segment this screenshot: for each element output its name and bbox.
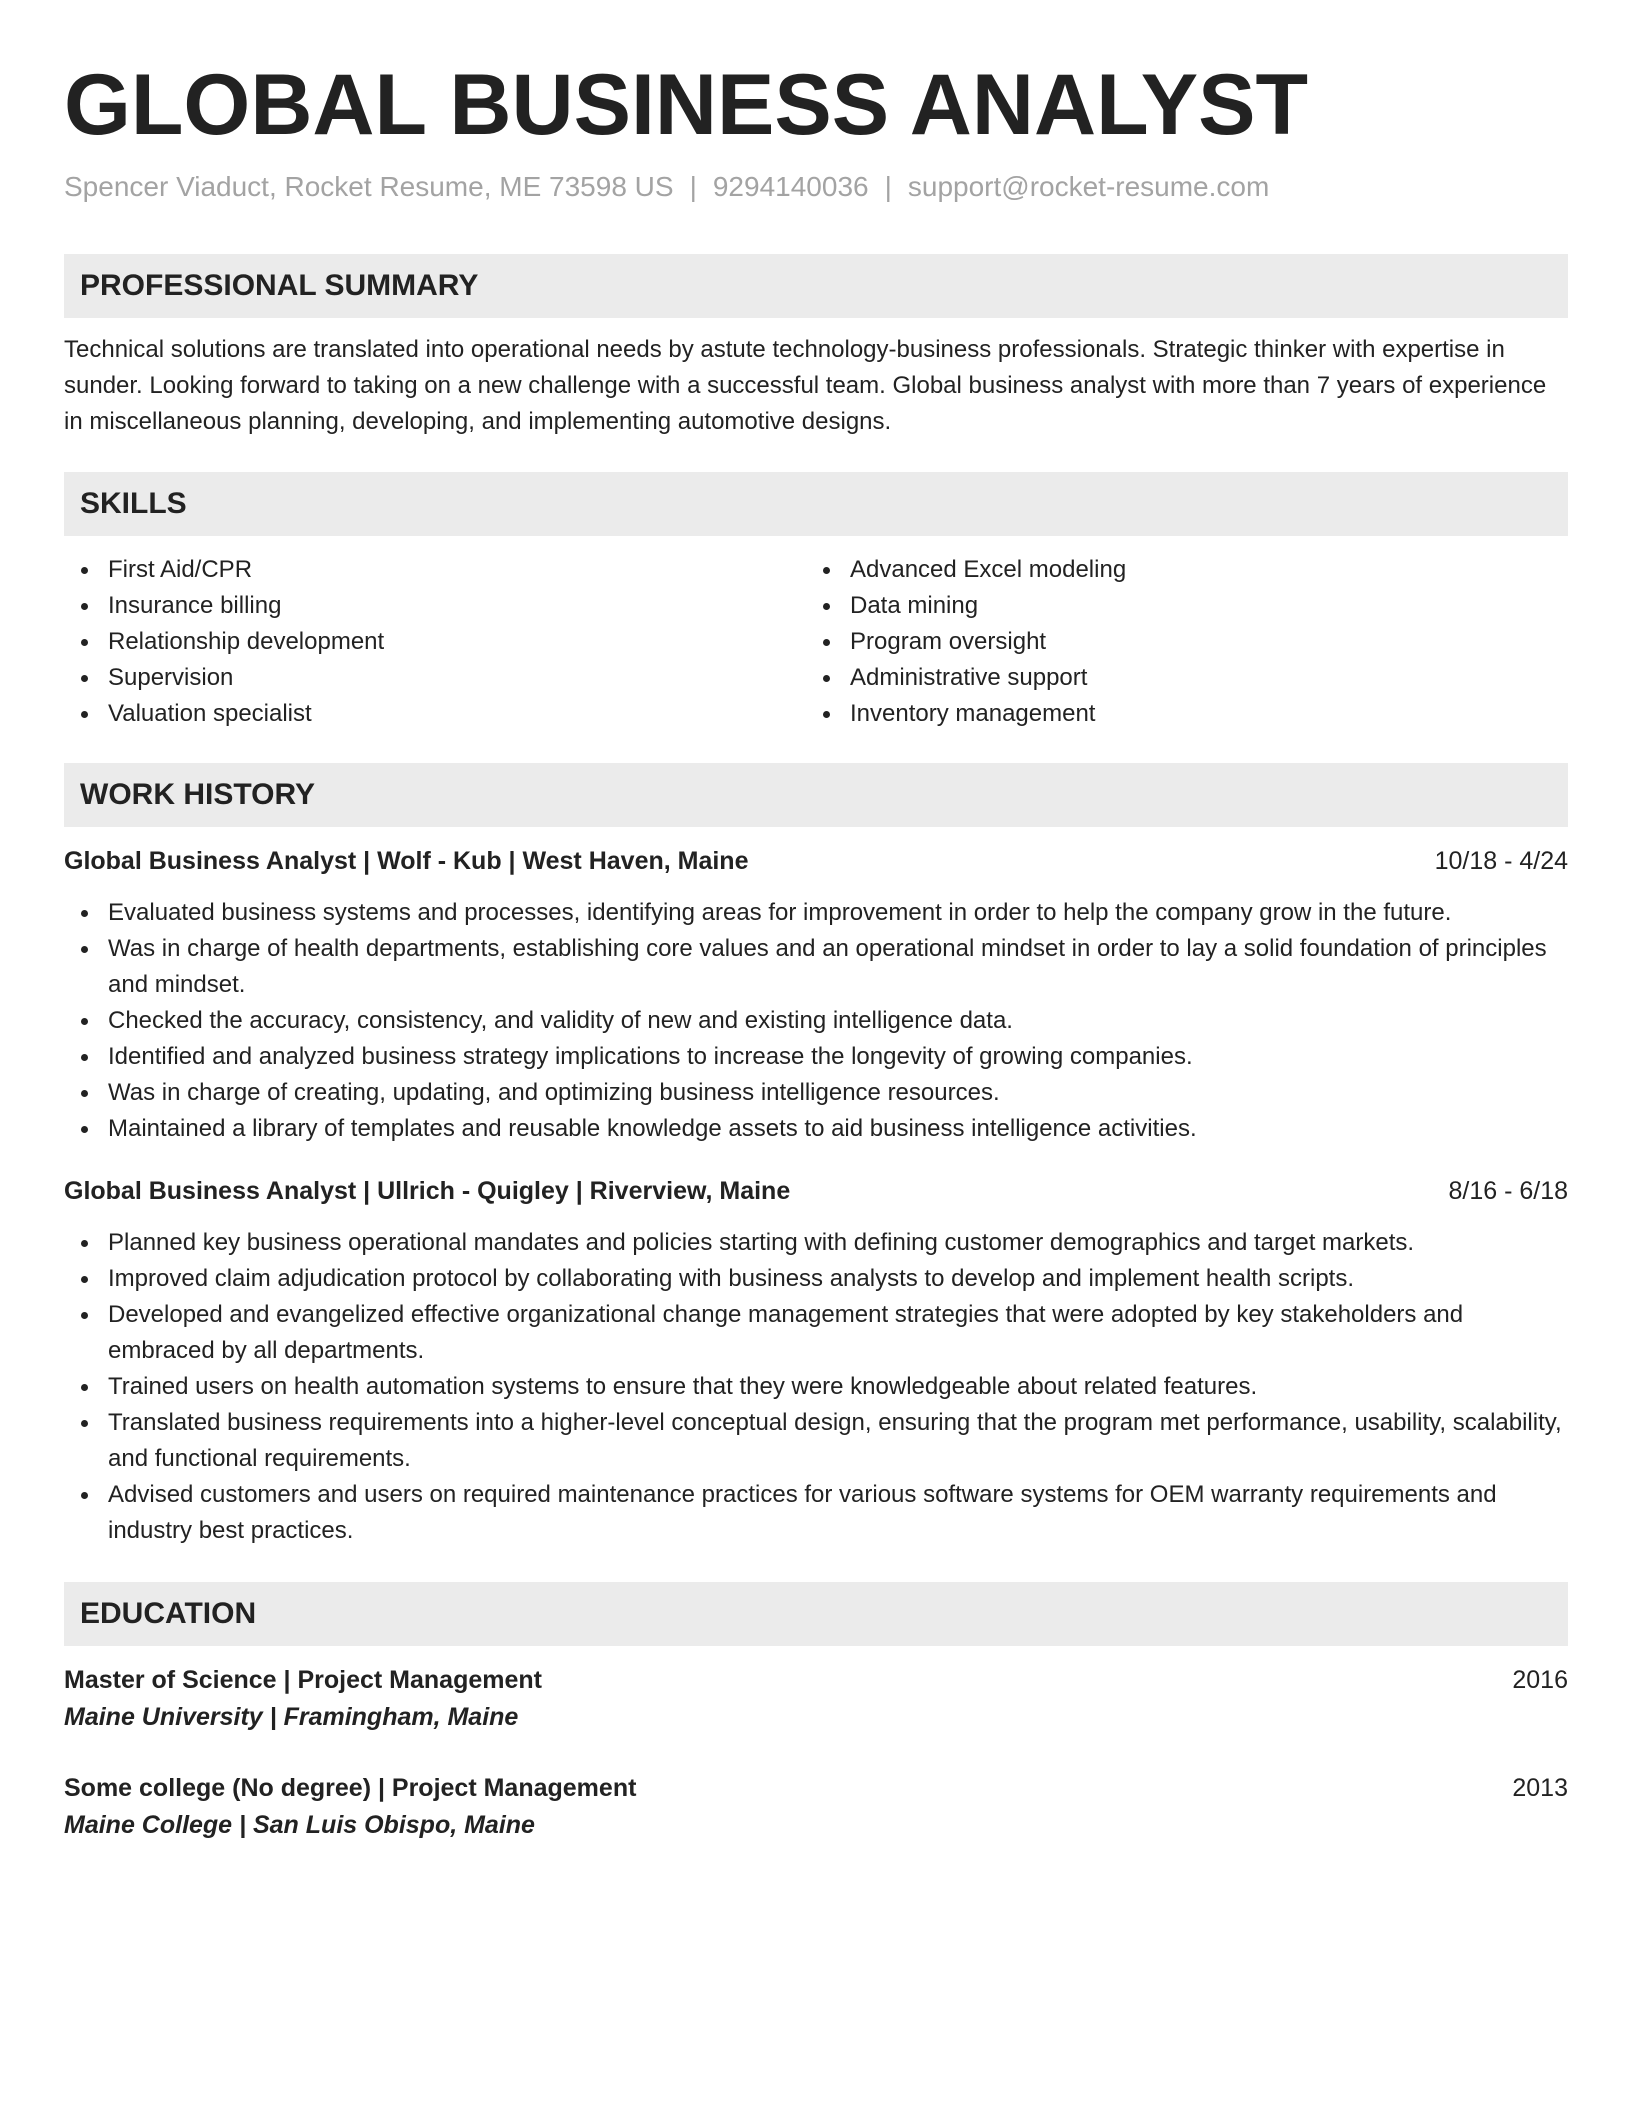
contact-line [64,169,1568,205]
education-school: Maine College | San Luis Obispo, Maine [64,1811,535,1839]
skill-item: Supervision [64,660,806,696]
education-year: 2013 [1512,1774,1568,1802]
job-bullet: Translated business requirements into a higher-level conceptual design, ensuring that the program met performance, usability, scalability, and functional requirements. [64,1405,1568,1477]
job-bullet: Maintained a library of templates and reusable knowledge assets to aid business intelligence activities. [64,1111,1568,1147]
section-header-skills: SKILLS [64,472,1568,536]
job-dates: 8/16 - 6/18 [1448,1177,1568,1205]
summary-text: Technical solutions are translated into operational needs by astute technology-business professionals. Strategic thinker with expertise in sunder. Looking forward to taking on a new challenge with a successful team. Global business analyst with more than 7 years of experience in miscellaneous planning, developing, and implementing automotive designs. [64,336,1547,435]
education-entry [64,1662,1568,1736]
job-bullet: Planned key business operational mandates and policies starting with defining customer demographics and target markets. [64,1225,1568,1261]
job-bullet: Checked the accuracy, consistency, and validity of new and existing intelligence data. [64,1003,1568,1039]
job-bullet: Developed and evangelized effective organizational change management strategies that were adopted by key stakeholders and embraced by all departments. [64,1297,1568,1369]
contact-separator: | [689,171,697,202]
job-entry [64,843,1568,1147]
skill-item: First Aid/CPR [64,552,806,588]
skill-item: Insurance billing [64,588,806,624]
job-bullet: Improved claim adjudication protocol by collaborating with business analysts to develop and implement health scripts. [64,1261,1568,1297]
job-dates: 10/18 - 4/24 [1434,847,1568,875]
job-bullets [64,1225,1568,1549]
skill-item: Program oversight [806,624,1548,660]
skill-item: Valuation specialist [64,696,806,732]
job-header [64,1173,1568,1209]
skill-item: Administrative support [806,660,1548,696]
education-header [64,1662,1568,1698]
skill-item: Advanced Excel modeling [806,552,1548,588]
education-degree: Master of Science | Project Management [64,1666,542,1694]
education-header [64,1770,1568,1806]
job-bullet: Identified and analyzed business strategy implications to increase the longevity of growing companies. [64,1039,1568,1075]
education-entry [64,1770,1568,1844]
section-header-education: EDUCATION [64,1582,1568,1646]
job-bullet: Trained users on health automation systems to ensure that they were knowledgeable about related features. [64,1369,1568,1405]
education-year: 2016 [1512,1666,1568,1694]
job-title: Global Business Analyst | Wolf - Kub | West Haven, Maine [64,847,749,875]
job-bullet: Was in charge of health departments, establishing core values and an operational mindset in order to lay a solid foundation of principles and mindset. [64,931,1568,1003]
skill-item: Data mining [806,588,1548,624]
section-header-summary: PROFESSIONAL SUMMARY [64,254,1568,318]
skill-item: Inventory management [806,696,1548,732]
section-header-work-history: WORK HISTORY [64,763,1568,827]
job-title: Global Business Analyst | Ullrich - Quigley | Riverview, Maine [64,1177,791,1205]
skills-list [64,552,1568,732]
job-header [64,843,1568,879]
job-bullet: Advised customers and users on required maintenance practices for various software systems for OEM warranty requirements and industry best practices. [64,1477,1568,1549]
skill-item: Relationship development [64,624,806,660]
job-entry [64,1173,1568,1549]
contact-separator: | [884,171,892,202]
contact-phone: 9294140036 [712,171,869,202]
contact-address: Spencer Viaduct, Rocket Resume, ME 73598 US [64,171,674,202]
education-school: Maine University | Framingham, Maine [64,1703,519,1731]
skills-column-left [64,552,806,732]
job-bullet: Evaluated business systems and processes, identifying areas for improvement in order to help the company grow in the future. [64,895,1568,931]
skills-column-right [806,552,1548,732]
education-degree: Some college (No degree) | Project Management [64,1774,637,1802]
job-bullet: Was in charge of creating, updating, and optimizing business intelligence resources. [64,1075,1568,1111]
resume-title: GLOBAL BUSINESS ANALYST [64,57,1308,153]
contact-email: support@rocket-resume.com [907,171,1270,202]
job-bullets [64,895,1568,1147]
